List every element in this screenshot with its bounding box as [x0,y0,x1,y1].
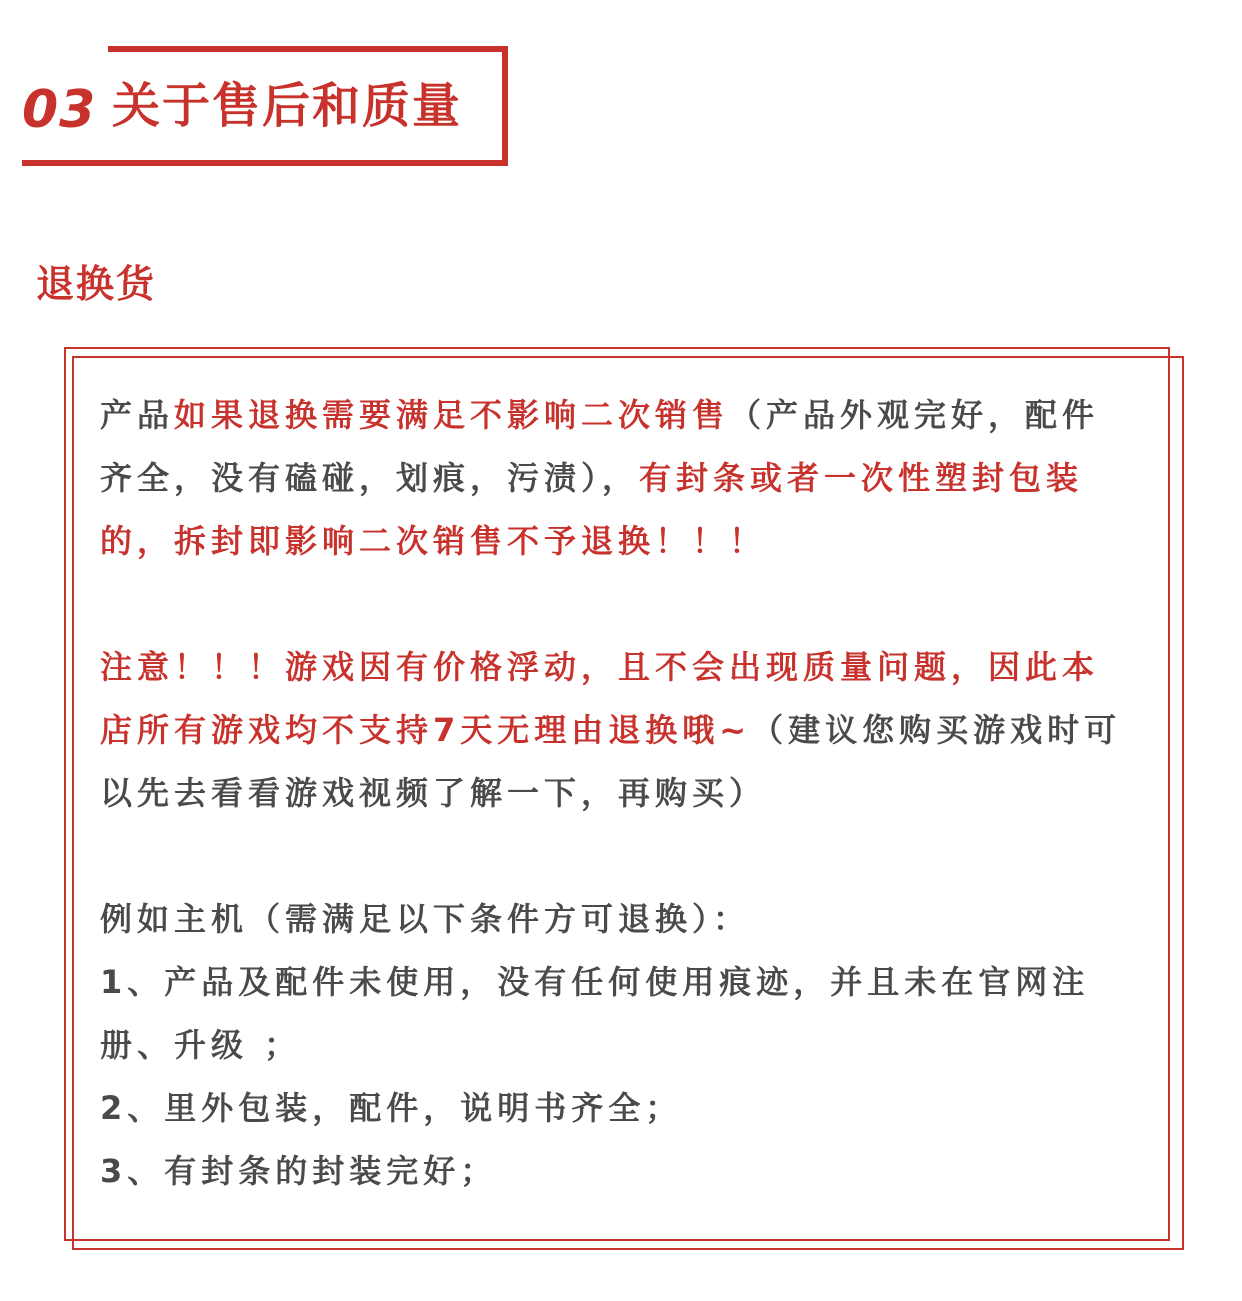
list-item: 3、有封条的封装完好； [100,1152,498,1190]
list-item: 2、里外包装，配件，说明书齐全； [100,1089,683,1127]
notice-text: （建议您购买游戏时可以先去看看游戏视频了解一下，再购买） [100,711,1122,812]
notice-text-highlight: 注意！！！游戏因有价格浮动，且不会出现质量问题，因此本店所有游戏均不支持7天无理由退换哦~ [100,648,1100,749]
spacer [100,825,1130,888]
paragraph-text-highlight: 如果退换需要满足不影响二次销售 [174,396,730,434]
games-notice-paragraph [100,636,1130,825]
paragraph-text-highlight: 有封条或者一次性塑封包装的，拆封即影响二次销售不予退换！！！ [100,459,1084,560]
header-frame-right-line [502,46,508,166]
policy-content [100,384,1130,1203]
section-number: 03 [22,80,97,140]
header-frame-bottom-line [22,160,508,166]
list-item: 1、产品及配件未使用，没有任何使用痕迹，并且未在官网注册、升级 ； [100,963,1090,1064]
subheading-returns: 退换货 [36,262,157,306]
section-title: 关于售后和质量 [112,78,463,134]
console-list-intro: 例如主机（需满足以下条件方可退换）： [100,900,751,938]
paragraph-text: 产品 [100,396,175,434]
section-header [22,46,508,166]
return-conditions-paragraph [100,384,1130,573]
paragraph-text: （产品外观完好，配件齐全，没有磕碰，划痕，污渍）， [100,396,1100,497]
spacer [100,573,1130,636]
header-frame-top-line [108,46,508,52]
